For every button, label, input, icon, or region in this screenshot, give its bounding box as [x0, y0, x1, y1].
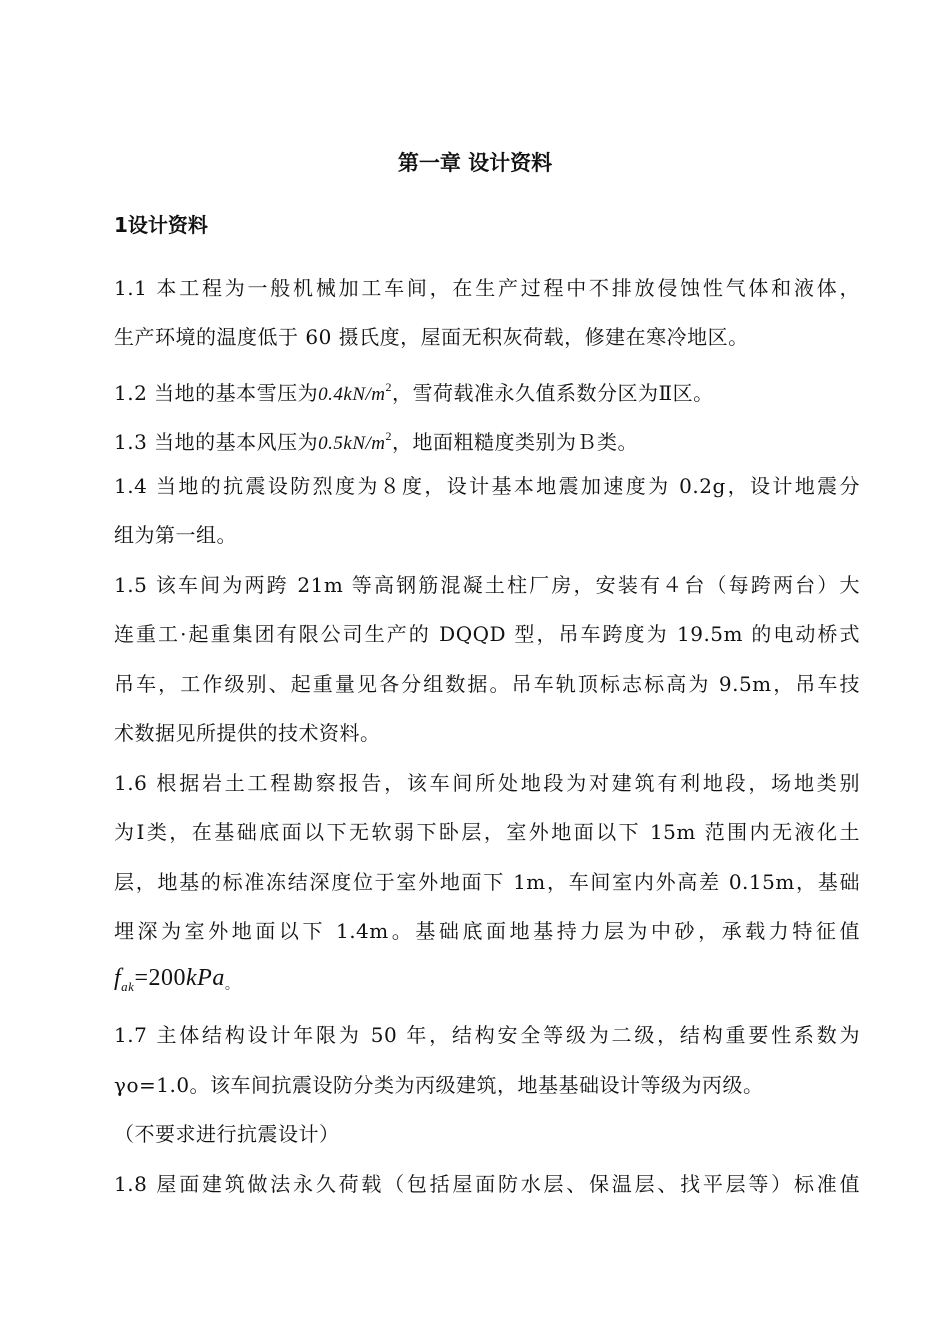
para-1-2-prefix: 1.2 当地的基本雪压为 — [114, 381, 319, 405]
formula-value: =200 — [134, 965, 186, 991]
bearing-capacity-formula — [114, 964, 860, 1001]
para-1-7-line-1: 1.7 主体结构设计年限为 50 年，结构安全等级为二级，结构重要性系数为 — [114, 1023, 860, 1047]
para-1-4-line-1: 1.4 当地的抗震设防烈度为８度，设计基本地震加速度为 0.2g，设计地震分 — [114, 474, 860, 498]
formula-subscript: ak — [121, 979, 135, 994]
formula-unit: kPa — [186, 965, 225, 991]
chapter-title: 第一章 设计资料 — [397, 151, 553, 175]
wind-pressure-value: 0.5 — [318, 433, 344, 454]
formula-f: f — [114, 965, 122, 991]
para-1-5-line-3: 吊车，工作级别、起重量见各分组数据。吊车轨顶标志标高为 9.5m，吊车技 — [114, 672, 860, 696]
para-1-4-line-2: 组为第一组。 — [114, 523, 237, 547]
para-1-3 — [114, 422, 860, 458]
para-1-2 — [114, 373, 860, 409]
para-1-7-line-2: γo=1.0。该车间抗震设防分类为丙级建筑，地基基础设计等级为丙级。 — [114, 1073, 764, 1097]
para-1-5-line-4: 术数据见所提供的技术资料。 — [114, 721, 381, 745]
snow-pressure-unit: kN/m — [343, 384, 386, 405]
formula-end: 。 — [224, 977, 240, 993]
para-1-1-line-2: 生产环境的温度低于 60 摄氏度，屋面无积灰荷载，修建在寒冷地区。 — [114, 325, 749, 349]
wind-pressure-unit: kN/m — [343, 433, 386, 454]
snow-pressure-value: 0.4 — [318, 384, 344, 405]
para-1-6-line-2: 为Ⅰ类，在基础底面以下无软弱下卧层，室外地面以下 15m 范围内无液化土 — [114, 820, 860, 844]
para-1-2-suffix: ，雪荷载准永久值系数分区为Ⅱ区。 — [392, 381, 714, 405]
para-1-6-line-3: 层，地基的标准冻结深度位于室外地面下 1m，车间室内外高差 0.15m，基础 — [114, 870, 860, 894]
para-1-7-line-3: （不要求进行抗震设计） — [114, 1122, 340, 1146]
para-1-6-line-4: 埋深为室外地面以下 1.4m。基础底面地基持力层为中砂，承载力特征值 — [114, 919, 860, 943]
para-1-3-suffix: ，地面粗糙度类别为Ｂ类。 — [392, 430, 639, 454]
section-title: 1设计资料 — [114, 213, 208, 237]
para-1-3-prefix: 1.3 当地的基本风压为 — [114, 430, 319, 454]
para-1-5-line-2: 连重工·起重集团有限公司生产的 DQQD 型，吊车跨度为 19.5m 的电动桥式 — [114, 622, 860, 646]
wind-pressure-exponent: 2 — [385, 429, 393, 443]
para-1-8-line-1: 1.8 屋面建筑做法永久荷载（包括屋面防水层、保温层、找平层等）标准值 — [114, 1172, 860, 1196]
snow-pressure-exponent: 2 — [385, 380, 393, 394]
para-1-1-line-1: 1.1 本工程为一般机械加工车间，在生产过程中不排放侵蚀性气体和液体， — [114, 276, 860, 300]
para-1-5-line-1: 1.5 该车间为两跨 21m 等高钢筋混凝土柱厂房，安装有４台（每跨两台）大 — [114, 573, 860, 597]
para-1-6-line-1: 1.6 根据岩土工程勘察报告，该车间所处地段为对建筑有利地段，场地类别 — [114, 771, 860, 795]
